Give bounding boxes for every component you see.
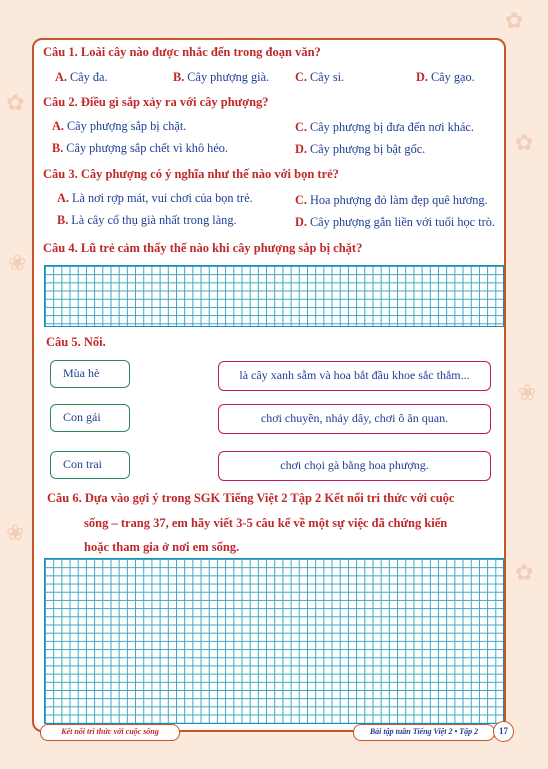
q2-option-a[interactable]: A. Cây phượng sắp bị chặt. bbox=[52, 119, 187, 133]
q3-option-a[interactable]: A. Là nơi rợp mát, vui chơi của bọn trẻ. bbox=[57, 191, 253, 205]
question-6-line-2: sống – trang 37, em hãy viết 3-5 câu kể về một sự việc đã chứng kiến bbox=[84, 516, 448, 530]
question-3: Câu 3. Cây phượng có ý nghĩa như thế nào với bọn trẻ? bbox=[43, 167, 339, 181]
flower-decoration-icon: ❀ bbox=[8, 250, 27, 275]
match-left-1[interactable]: Mùa hè bbox=[50, 360, 130, 388]
match-right-2[interactable]: chơi chuyền, nhảy dây, chơi ô ăn quan. bbox=[218, 404, 491, 434]
writing-grid-q4[interactable] bbox=[44, 265, 504, 327]
q1-option-a[interactable]: A. Cây đa. bbox=[55, 70, 108, 84]
match-right-1[interactable]: là cây xanh sẫm và hoa bắt đầu khoe sắc thắm... bbox=[218, 361, 491, 391]
q2-option-d[interactable]: D. Cây phượng bị bật gốc. bbox=[295, 142, 426, 156]
flower-decoration-icon: ❀ bbox=[518, 380, 537, 405]
q1-option-d[interactable]: D. Cây gạo. bbox=[416, 70, 475, 84]
footer-series-label: Kết nối tri thức với cuộc sống bbox=[40, 724, 180, 741]
question-6-line-1: Câu 6. Dựa vào gợi ý trong SGK Tiếng Việt 2 Tập 2 Kết nối tri thức với cuộc bbox=[47, 491, 455, 505]
q3-option-d[interactable]: D. Cây phượng gắn liền với tuổi học trò. bbox=[295, 215, 495, 229]
match-left-3[interactable]: Con trai bbox=[50, 451, 130, 479]
q1-option-b[interactable]: B. Cây phượng già. bbox=[173, 70, 270, 84]
flower-decoration-icon: ❀ bbox=[6, 520, 25, 545]
q3-option-b[interactable]: B. Là cây cổ thụ già nhất trong làng. bbox=[57, 213, 237, 227]
match-right-3[interactable]: chơi chọi gà bằng hoa phượng. bbox=[218, 451, 491, 481]
footer-book-title: Bài tập tuần Tiếng Việt 2 • Tập 2 bbox=[353, 724, 495, 741]
writing-grid-q6[interactable] bbox=[44, 558, 504, 724]
q1-option-c[interactable]: C. Cây si. bbox=[295, 70, 345, 84]
question-2: Câu 2. Điều gì sắp xảy ra với cây phượng? bbox=[43, 95, 269, 109]
q2-option-b[interactable]: B. Cây phượng sắp chết vì khô héo. bbox=[52, 141, 229, 155]
q3-option-c[interactable]: C. Hoa phượng đỏ làm đẹp quê hương. bbox=[295, 193, 488, 207]
q2-option-c[interactable]: C. Cây phượng bị đưa đến nơi khác. bbox=[295, 120, 474, 134]
match-left-2[interactable]: Con gái bbox=[50, 404, 130, 432]
question-5: Câu 5. Nối. bbox=[46, 335, 106, 349]
question-6-line-3: hoặc tham gia ở nơi em sống. bbox=[84, 540, 240, 554]
flower-decoration-icon: ✿ bbox=[6, 90, 25, 115]
flower-decoration-icon: ✿ bbox=[505, 8, 524, 33]
question-1: Câu 1. Loài cây nào được nhắc đến trong đoạn văn? bbox=[43, 45, 321, 59]
page-number: 17 bbox=[493, 721, 514, 742]
question-4: Câu 4. Lũ trẻ cảm thấy thế nào khi cây phượng sắp bị chặt? bbox=[43, 241, 363, 255]
flower-decoration-icon: ✿ bbox=[515, 130, 534, 155]
flower-decoration-icon: ✿ bbox=[515, 560, 534, 585]
